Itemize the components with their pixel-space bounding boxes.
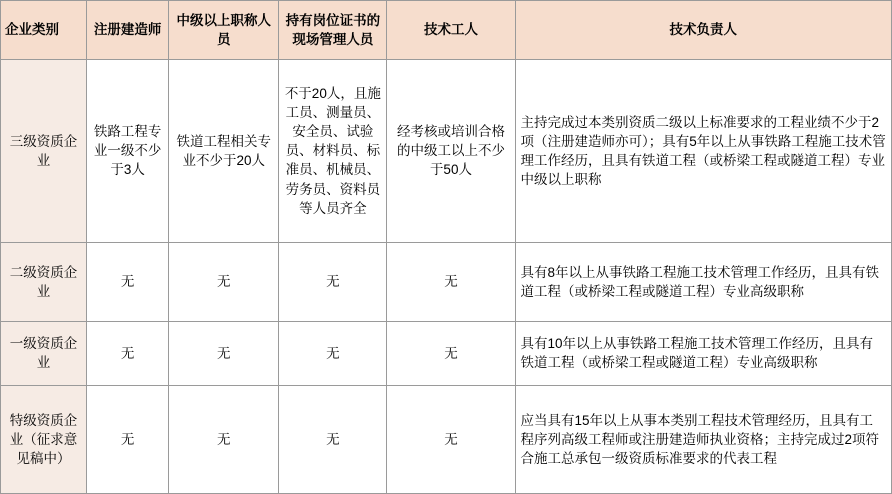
column-header-mid-title-staff: 中级以上职称人员 bbox=[169, 1, 279, 60]
cell-mid-title-staff: 无 bbox=[169, 242, 279, 321]
table-header-row bbox=[1, 1, 892, 60]
table-row bbox=[1, 60, 892, 243]
cell-technical-workers: 无 bbox=[387, 321, 515, 385]
column-header-technical-leader: 技术负责人 bbox=[515, 1, 891, 60]
column-header-registered-builder: 注册建造师 bbox=[87, 1, 169, 60]
cell-technical-leader: 应当具有15年以上从事本类别工程技术管理经历，且具有工程序列高级工程师或注册建造师执业资格；主持完成过2项符合施工总承包一级资质标准要求的代表工程 bbox=[515, 386, 891, 494]
table-row bbox=[1, 242, 892, 321]
cell-registered-builder: 铁路工程专业一级不少于3人 bbox=[87, 60, 169, 243]
cell-technical-leader: 主持完成过本类别资质二级以上标准要求的工程业绩不少于2项（注册建造师亦可）；具有5年以上从事铁路工程施工技术管理工作经历，且具有铁道工程（或桥梁工程或隧道工程）专业中级以上职称 bbox=[515, 60, 891, 243]
table-row bbox=[1, 321, 892, 385]
table-row bbox=[1, 386, 892, 494]
cell-category: 二级资质企业 bbox=[1, 242, 87, 321]
column-header-category: 企业类别 bbox=[1, 1, 87, 60]
table-body bbox=[1, 60, 892, 494]
cell-technical-workers: 经考核或培训合格的中级工以上不少于50人 bbox=[387, 60, 515, 243]
cell-mid-title-staff: 铁道工程相关专业不少于20人 bbox=[169, 60, 279, 243]
cell-registered-builder: 无 bbox=[87, 242, 169, 321]
cell-technical-leader: 具有10年以上从事铁路工程施工技术管理工作经历，且具有铁道工程（或桥梁工程或隧道工程）专业高级职称 bbox=[515, 321, 891, 385]
table-header bbox=[1, 1, 892, 60]
cell-mid-title-staff: 无 bbox=[169, 386, 279, 494]
cell-registered-builder: 无 bbox=[87, 386, 169, 494]
cell-technical-workers: 无 bbox=[387, 386, 515, 494]
cell-category: 特级资质企业（征求意见稿中） bbox=[1, 386, 87, 494]
cell-registered-builder: 无 bbox=[87, 321, 169, 385]
cell-technical-workers: 无 bbox=[387, 242, 515, 321]
cell-category: 三级资质企业 bbox=[1, 60, 87, 243]
column-header-technical-workers: 技术工人 bbox=[387, 1, 515, 60]
column-header-site-managers: 持有岗位证书的现场管理人员 bbox=[279, 1, 387, 60]
cell-category: 一级资质企业 bbox=[1, 321, 87, 385]
cell-site-managers: 无 bbox=[279, 321, 387, 385]
cell-site-managers: 无 bbox=[279, 242, 387, 321]
cell-technical-leader: 具有8年以上从事铁路工程施工技术管理工作经历，且具有铁道工程（或桥梁工程或隧道工程）专业高级职称 bbox=[515, 242, 891, 321]
cell-site-managers: 不于20人，且施工员、测量员、安全员、试验员、材料员、标准员、机械员、劳务员、资料员等人员齐全 bbox=[279, 60, 387, 243]
cell-mid-title-staff: 无 bbox=[169, 321, 279, 385]
cell-site-managers: 无 bbox=[279, 386, 387, 494]
